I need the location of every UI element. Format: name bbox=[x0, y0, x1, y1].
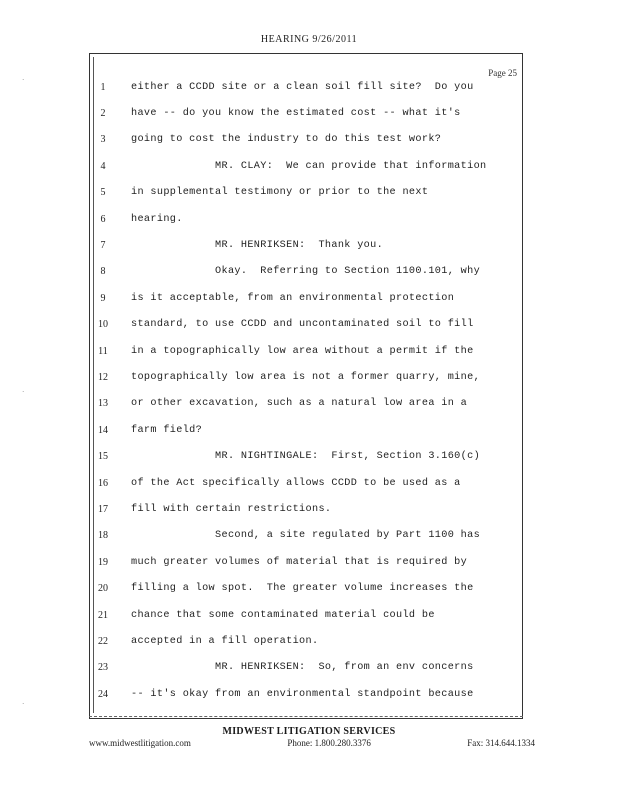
line-number: 1 bbox=[100, 81, 106, 93]
line-number: 3 bbox=[100, 134, 106, 146]
line-text: hearing. bbox=[131, 213, 183, 225]
line-text: Second, a site regulated by Part 1100 has bbox=[131, 530, 481, 542]
line-text: of the Act specifically allows CCDD to be used as a bbox=[131, 477, 461, 489]
scan-mark: · bbox=[22, 700, 25, 708]
transcript-line bbox=[89, 628, 521, 654]
transcript-line bbox=[89, 417, 521, 443]
transcript-line bbox=[89, 232, 521, 258]
bottom-rule bbox=[89, 716, 523, 717]
line-text: either a CCDD site or a clean soil fill site? Do you bbox=[131, 81, 474, 93]
line-text: MR. CLAY: We can provide that information bbox=[131, 160, 487, 172]
transcript-line bbox=[89, 180, 521, 206]
line-number: 16 bbox=[98, 477, 108, 489]
transcript-line bbox=[89, 549, 521, 575]
scan-mark: · bbox=[22, 76, 25, 84]
transcript-line bbox=[89, 338, 521, 364]
transcript-line bbox=[89, 391, 521, 417]
line-text: -- it's okay from an environmental standpoint because bbox=[131, 688, 474, 700]
line-number: 20 bbox=[98, 583, 108, 595]
line-text: going to cost the industry to do this test work? bbox=[131, 134, 442, 146]
line-text: fill with certain restrictions. bbox=[131, 503, 332, 515]
footer-phone: Phone: 1.800.280.3376 bbox=[287, 738, 371, 748]
line-text: filling a low spot. The greater volume increases the bbox=[131, 583, 474, 595]
line-number: 8 bbox=[100, 266, 106, 278]
transcript-line bbox=[89, 364, 521, 390]
line-text: topographically low area is not a former quarry, mine, bbox=[131, 371, 481, 383]
transcript-line bbox=[89, 285, 521, 311]
line-text: farm field? bbox=[131, 424, 203, 436]
line-number: 5 bbox=[100, 187, 106, 199]
line-number: 10 bbox=[98, 319, 108, 331]
transcript-line bbox=[89, 74, 521, 100]
line-number: 19 bbox=[98, 556, 108, 568]
line-number: 18 bbox=[98, 530, 108, 542]
line-text: is it acceptable, from an environmental protection bbox=[131, 292, 455, 304]
line-text: standard, to use CCDD and uncontaminated soil to fill bbox=[131, 319, 474, 331]
line-text: in supplemental testimony or prior to the next bbox=[131, 187, 429, 199]
line-number: 21 bbox=[98, 609, 108, 621]
line-number: 2 bbox=[100, 108, 106, 120]
transcript-line bbox=[89, 127, 521, 153]
line-text: accepted in a fill operation. bbox=[131, 635, 319, 647]
line-number: 9 bbox=[100, 292, 106, 304]
scan-mark: · bbox=[22, 388, 25, 396]
line-number: 23 bbox=[98, 662, 108, 674]
transcript-line bbox=[89, 681, 521, 707]
line-text: chance that some contaminated material could be bbox=[131, 609, 435, 621]
line-number: 13 bbox=[98, 398, 108, 410]
footer-website: www.midwestlitigation.com bbox=[89, 738, 191, 748]
transcript-line bbox=[89, 575, 521, 601]
line-number: 11 bbox=[98, 345, 108, 357]
transcript-line bbox=[89, 470, 521, 496]
footer-company: MIDWEST LITIGATION SERVICES bbox=[222, 726, 396, 737]
transcript-body bbox=[89, 74, 521, 707]
transcript-line bbox=[89, 602, 521, 628]
line-number: 4 bbox=[100, 160, 106, 172]
line-number: 17 bbox=[98, 503, 108, 515]
line-text: in a topographically low area without a permit if the bbox=[131, 345, 474, 357]
footer-contact-row bbox=[89, 738, 535, 748]
transcript-line bbox=[89, 443, 521, 469]
line-text: MR. NIGHTINGALE: First, Section 3.160(c) bbox=[131, 451, 481, 463]
transcript-line bbox=[89, 496, 521, 522]
line-text: MR. HENRIKSEN: So, from an env concerns bbox=[131, 662, 474, 674]
line-number: 15 bbox=[98, 451, 108, 463]
line-number: 24 bbox=[98, 688, 108, 700]
line-number: 12 bbox=[98, 371, 108, 383]
line-number: 14 bbox=[98, 424, 108, 436]
line-text: much greater volumes of material that is required by bbox=[131, 556, 468, 568]
page-number: Page 25 bbox=[488, 68, 517, 78]
transcript-line bbox=[89, 153, 521, 179]
line-text: have -- do you know the estimated cost -- what it's bbox=[131, 108, 461, 120]
transcript-line bbox=[89, 312, 521, 338]
line-text: Okay. Referring to Section 1100.101, why bbox=[131, 266, 481, 278]
transcript-line bbox=[89, 523, 521, 549]
footer-fax: Fax: 314.644.1334 bbox=[467, 738, 535, 748]
line-number: 22 bbox=[98, 635, 108, 647]
transcript-line bbox=[89, 206, 521, 232]
transcript-line bbox=[89, 655, 521, 681]
line-text: or other excavation, such as a natural low area in a bbox=[131, 398, 468, 410]
page-header: HEARING 9/26/2011 bbox=[260, 34, 358, 45]
line-number: 6 bbox=[100, 213, 106, 225]
line-text: MR. HENRIKSEN: Thank you. bbox=[131, 240, 384, 252]
line-number: 7 bbox=[100, 240, 106, 252]
transcript-line bbox=[89, 259, 521, 285]
transcript-line bbox=[89, 100, 521, 126]
